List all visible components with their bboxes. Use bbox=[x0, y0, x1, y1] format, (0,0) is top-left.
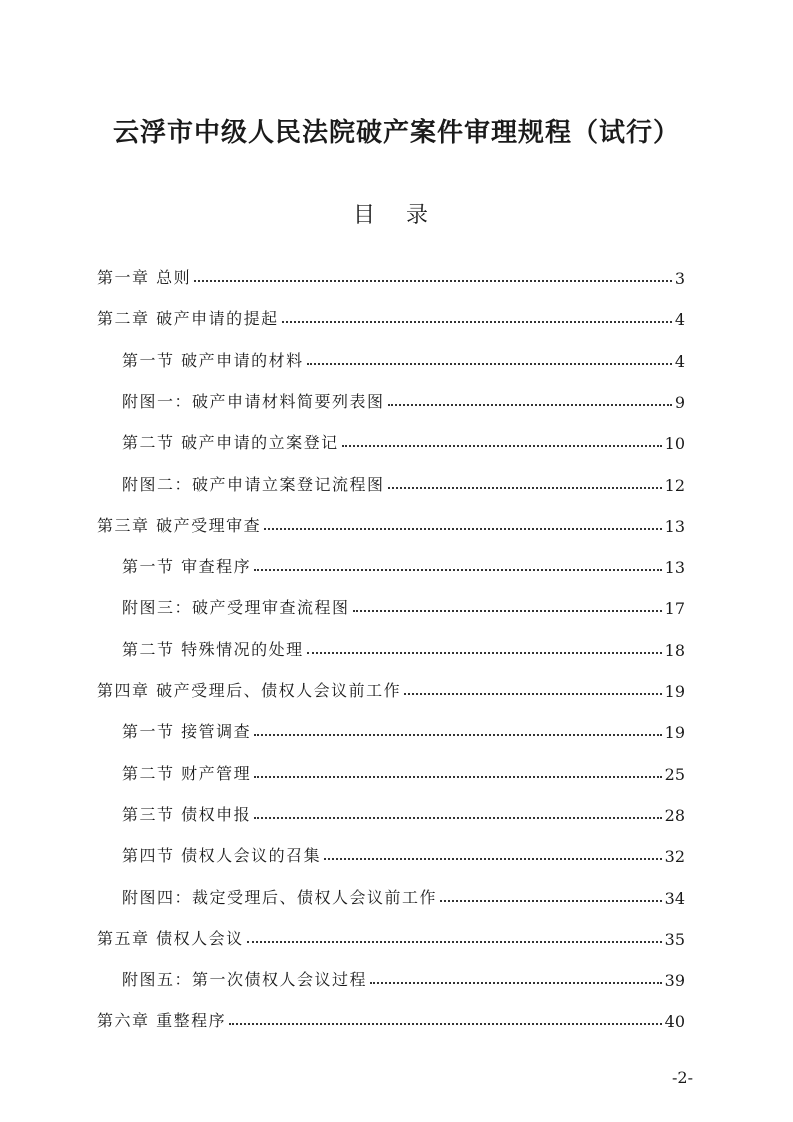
toc-entry-label: 附图四：裁定受理后、债权人会议前工作 bbox=[122, 887, 438, 907]
toc-entry bbox=[122, 386, 685, 412]
toc-leader-dots bbox=[264, 528, 662, 530]
toc-entry-label: 第一节 审查程序 bbox=[122, 557, 252, 577]
toc-entry bbox=[122, 799, 685, 825]
toc-entry-page: 19 bbox=[664, 682, 685, 701]
toc-leader-dots bbox=[307, 652, 662, 654]
toc-entry-label: 第四章 破产受理后、债权人会议前工作 bbox=[97, 681, 402, 700]
toc-entry-label: 第五章 债权人会议 bbox=[97, 928, 244, 948]
toc-entry-label: 第二节 特殊情况的处理 bbox=[122, 639, 304, 659]
toc-entry bbox=[122, 592, 685, 618]
toc-entry bbox=[122, 882, 685, 908]
toc-entry-label: 第一节 接管调查 bbox=[122, 722, 252, 742]
toc-entry-page: 39 bbox=[664, 971, 685, 991]
toc-entry-page: 13 bbox=[664, 558, 685, 578]
toc-leader-dots bbox=[247, 941, 662, 943]
toc-leader-dots bbox=[342, 445, 662, 447]
toc-leader-dots bbox=[353, 610, 662, 612]
toc-entry-label: 第六章 重整程序 bbox=[97, 1011, 227, 1031]
toc-entry-page: 4 bbox=[674, 310, 685, 330]
toc-entry bbox=[97, 303, 685, 329]
toc-entry bbox=[97, 510, 685, 536]
toc-heading: 目 录 bbox=[353, 203, 440, 228]
toc-entry-page: 32 bbox=[664, 847, 685, 867]
toc-entry-page: 19 bbox=[664, 723, 685, 743]
toc-entry bbox=[122, 469, 685, 495]
page-number: -2- bbox=[672, 1068, 693, 1087]
toc-entry-label: 附图一：破产申请材料简要列表图 bbox=[122, 391, 385, 411]
toc-leader-dots bbox=[388, 404, 672, 406]
toc-entry bbox=[122, 964, 685, 990]
toc-entry-label: 第三节 债权申报 bbox=[122, 804, 252, 824]
toc-entry-page: 10 bbox=[664, 434, 685, 454]
toc-leader-dots bbox=[254, 569, 662, 571]
toc-entry-page: 17 bbox=[664, 599, 685, 619]
toc-entry-page: 35 bbox=[664, 929, 685, 949]
toc-entry-label: 附图五：第一次债权人会议过程 bbox=[122, 970, 368, 990]
toc-leader-dots bbox=[229, 1023, 662, 1025]
toc-entry-label: 第二章 破产申请的提起 bbox=[97, 309, 279, 329]
toc-leader-dots bbox=[404, 693, 662, 695]
toc-entry-label: 第二节 财产管理 bbox=[122, 763, 252, 783]
toc-entry-label: 第一章 总则 bbox=[97, 268, 192, 287]
toc-entry-page: 4 bbox=[674, 351, 685, 371]
document-title: 云浮市中级人民法院破产案件审理规程（试行） bbox=[112, 118, 680, 148]
toc-entry bbox=[122, 634, 685, 660]
toc-entry bbox=[122, 427, 685, 453]
toc-entry bbox=[97, 262, 685, 288]
toc-leader-dots bbox=[307, 363, 672, 365]
toc-entry-label: 第三章 破产受理审查 bbox=[97, 515, 262, 535]
toc-leader-dots bbox=[324, 858, 662, 860]
toc-entry-page: 34 bbox=[664, 888, 685, 908]
toc-entry-label: 附图二：破产申请立案登记流程图 bbox=[122, 474, 385, 494]
toc-entry bbox=[97, 1005, 685, 1031]
toc-entry bbox=[122, 840, 685, 866]
toc-entry bbox=[122, 758, 685, 784]
toc-entry-page: 40 bbox=[664, 1012, 685, 1032]
toc-leader-dots bbox=[194, 280, 672, 282]
toc-entry-label: 第四节 债权人会议的召集 bbox=[122, 846, 322, 866]
toc-leader-dots bbox=[254, 817, 662, 819]
toc-entry-page: 18 bbox=[664, 640, 685, 660]
toc-entry-label: 第二节 破产申请的立案登记 bbox=[122, 433, 339, 453]
toc-entry-page: 28 bbox=[664, 805, 685, 825]
toc-entry bbox=[122, 551, 685, 577]
toc-entry bbox=[122, 716, 685, 742]
toc-entry-page: 13 bbox=[664, 516, 685, 536]
toc-entry-page: 9 bbox=[674, 392, 685, 412]
toc-leader-dots bbox=[440, 900, 662, 902]
toc-entry bbox=[97, 923, 685, 949]
toc-entry-page: 25 bbox=[664, 764, 685, 784]
toc-entry bbox=[122, 345, 685, 371]
toc-entry bbox=[97, 675, 685, 701]
toc-leader-dots bbox=[254, 734, 662, 736]
toc-leader-dots bbox=[370, 982, 662, 984]
toc-entry-page: 3 bbox=[674, 269, 685, 288]
toc-entry-label: 附图三：破产受理审查流程图 bbox=[122, 598, 350, 618]
toc-leader-dots bbox=[282, 321, 672, 323]
toc-entry-page: 12 bbox=[664, 475, 685, 495]
toc-leader-dots bbox=[388, 487, 662, 489]
toc-entry-label: 第一节 破产申请的材料 bbox=[122, 350, 304, 370]
toc-leader-dots bbox=[254, 776, 662, 778]
